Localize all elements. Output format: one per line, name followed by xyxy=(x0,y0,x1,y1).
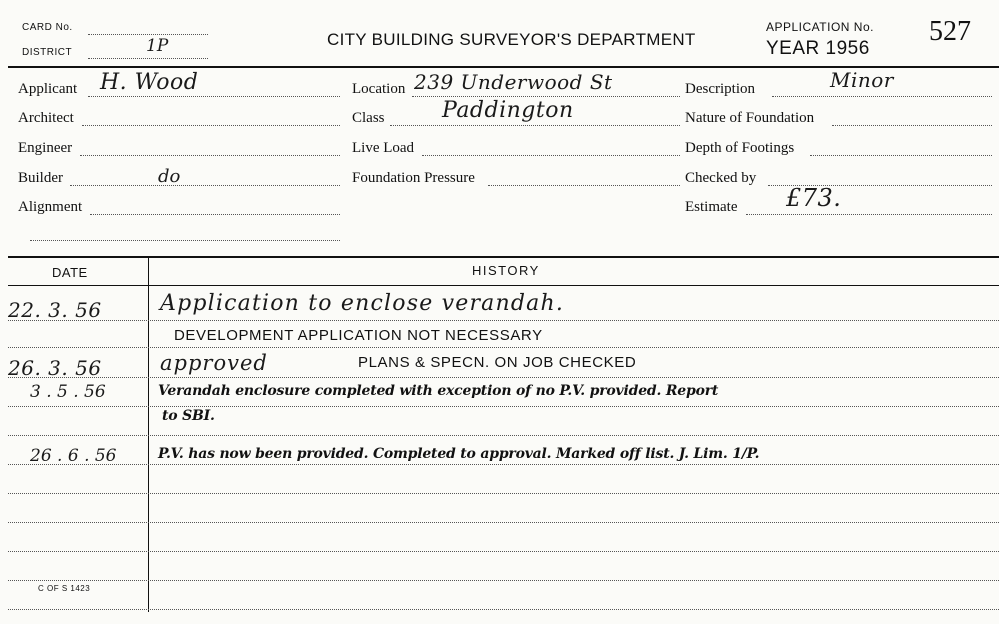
table-top-rule xyxy=(8,256,999,258)
form-code: C OF S 1423 xyxy=(38,584,91,593)
row-rule xyxy=(8,493,999,494)
history-header: HISTORY xyxy=(472,263,540,278)
estimate-value: £73. xyxy=(786,184,842,212)
engineer-label: Engineer xyxy=(18,140,73,156)
history-date: 26 . 6 . 56 xyxy=(30,446,117,466)
blank-line xyxy=(30,240,340,241)
history-entry: Application to enclose verandah. xyxy=(160,291,565,316)
foundation-pressure-label: Foundation Pressure xyxy=(352,170,475,186)
nature-of-foundation-line xyxy=(832,125,992,126)
history-entry: P.V. has now been provided. Completed to approval. Marked off list. J. Lim. 1/P. xyxy=(158,446,760,462)
history-date: 3 . 5 . 56 xyxy=(30,382,106,402)
department-title: CITY BUILDING SURVEYOR'S DEPARTMENT xyxy=(327,30,696,49)
nature-of-foundation-label: Nature of Foundation xyxy=(685,110,815,126)
plans-checked-stamp: PLANS & SPECN. ON JOB CHECKED xyxy=(358,354,637,371)
applicant-label: Applicant xyxy=(18,81,78,97)
description-value: Minor xyxy=(830,68,894,92)
description-label: Description xyxy=(685,81,755,97)
description-line xyxy=(772,96,992,97)
class-value: Paddington xyxy=(442,98,574,123)
builder-value: do xyxy=(158,166,181,187)
estimate-line xyxy=(746,214,992,215)
application-number: 527 xyxy=(929,16,971,47)
district-line xyxy=(88,58,208,59)
application-no-label: APPLICATION No. xyxy=(766,20,874,34)
architect-label: Architect xyxy=(18,110,74,126)
district-label: DISTRICT xyxy=(22,47,73,58)
depth-of-footings-label: Depth of Footings xyxy=(685,140,795,156)
card-no-label: CARD No. xyxy=(22,22,73,33)
builder-line xyxy=(70,185,340,186)
history-date: 26. 3. 56 xyxy=(8,356,102,380)
row-rule xyxy=(8,377,999,378)
row-rule xyxy=(8,609,999,610)
row-rule xyxy=(8,320,999,321)
applicant-line xyxy=(88,96,340,97)
class-line xyxy=(390,125,680,126)
alignment-line xyxy=(90,214,340,215)
row-rule xyxy=(8,580,999,581)
year-label: YEAR 1956 xyxy=(766,38,870,59)
architect-line xyxy=(82,125,340,126)
engineer-line xyxy=(80,155,340,156)
location-line xyxy=(412,96,680,97)
class-label: Class xyxy=(352,110,385,126)
row-rule xyxy=(8,551,999,552)
foundation-pressure-line xyxy=(488,185,680,186)
district-value: 1P xyxy=(146,36,169,56)
row-rule xyxy=(8,464,999,465)
applicant-value: H. Wood xyxy=(100,70,199,95)
builder-label: Builder xyxy=(18,170,63,186)
row-rule xyxy=(8,406,999,407)
location-label: Location xyxy=(352,81,406,97)
row-rule xyxy=(8,522,999,523)
estimate-label: Estimate xyxy=(685,199,738,215)
date-header: DATE xyxy=(52,265,88,280)
card-no-line xyxy=(88,34,208,35)
checked-by-label: Checked by xyxy=(685,170,757,186)
history-entry: approved xyxy=(160,351,268,375)
row-rule xyxy=(8,435,999,436)
history-entry-continued: to SBI. xyxy=(162,408,215,424)
row-rule xyxy=(8,347,999,348)
live-load-label: Live Load xyxy=(352,140,415,156)
table-header-rule xyxy=(8,285,999,286)
development-stamp: DEVELOPMENT APPLICATION NOT NECESSARY xyxy=(174,327,543,344)
history-entry: Verandah enclosure completed with exception of no P.V. provided. Report xyxy=(158,383,719,399)
alignment-label: Alignment xyxy=(18,199,83,215)
depth-of-footings-line xyxy=(810,155,992,156)
history-date: 22. 3. 56 xyxy=(8,298,102,322)
live-load-line xyxy=(422,155,680,156)
location-value: 239 Underwood St xyxy=(414,70,613,94)
